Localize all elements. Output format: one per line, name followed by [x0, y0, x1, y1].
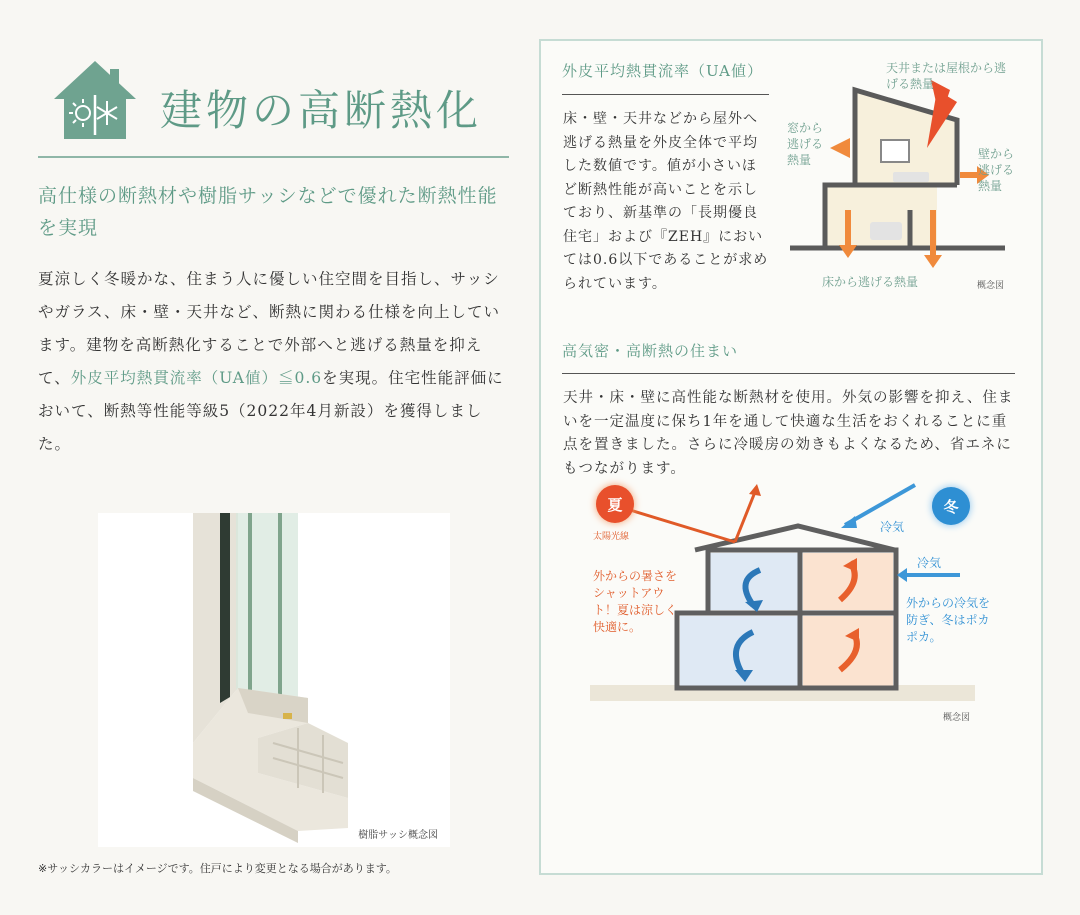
body-paragraph	[38, 263, 510, 461]
ua-divider	[562, 94, 769, 95]
page-title: 建物の高断熱化	[160, 86, 483, 135]
roof-label: 天井または屋根から逃げる熱量	[886, 61, 1007, 91]
high-concept-label: 概念図	[943, 713, 971, 723]
floor-label: 床から逃げる熱量	[822, 275, 919, 289]
footnote: ※サッシカラーはイメージです。住戸により変更となる場合があります。	[38, 862, 397, 875]
ua-value-highlight: 外皮平均熱貫流率（UA値）≦0.6	[70, 369, 323, 387]
cold-air-label-1: 冷気	[880, 520, 905, 534]
title-divider	[38, 156, 509, 158]
sash-caption: 樹脂サッシ概念図	[358, 830, 438, 841]
summer-badge: 夏	[596, 485, 634, 523]
ua-heading: 外皮平均熱貫流率（UA値）	[562, 62, 764, 80]
window-label: 窓から逃げる熱量	[787, 121, 824, 167]
ua-concept-label: 概念図	[977, 281, 1005, 291]
wall-label: 壁から逃げる熱量	[978, 147, 1015, 193]
sunlight-label: 太陽光線	[593, 532, 630, 542]
ua-description: 床・壁・天井などから屋外へ逃げる熱量を外皮全体で平均した数値です。値が小さいほど断熱性能が高いことを示しており、新基準の「長期優良住宅」および『ZEH』においては0.6以下であることが求められています。	[563, 111, 769, 292]
body-text-part-1: 夏涼しく冬暖かな、住まう人に優しい住空間を目指し、サッシやガラス、床・壁・天井など、断熱に関わる仕様を向上しています。建物を高断熱化することで外部へと逃げる熱量を抑えて、	[38, 270, 501, 387]
winter-badge: 冬	[932, 487, 970, 525]
cold-air-label-2: 冷気	[917, 556, 942, 570]
high-description: 天井・床・壁に高性能な断熱材を使用。外気の影響を抑え、住まいを一定温度に保ち1年を通して快適な生活をおくれることに重点を置きました。さらに冷暖房の効きもよくなるため、省エネにもつながります。	[563, 390, 1014, 477]
subtitle: 高仕様の断熱材や樹脂サッシなどで優れた断熱性能を実現	[38, 185, 498, 239]
high-divider	[562, 373, 1015, 374]
house-snowflake-sun-icon	[52, 59, 138, 141]
high-heading: 高気密・高断熱の住まい	[562, 342, 739, 360]
sash-illustration	[98, 513, 450, 847]
body-text-part-2: を実現。住宅性能評価において、断熱等性能等級5（2022年4月新設）を獲得しました。	[38, 369, 504, 453]
winter-desc: 外からの冷気を防ぎ、冬はポカポカ。	[906, 596, 991, 644]
summer-desc: 外からの暑さをシャットアウト！夏は涼しく快適に。	[593, 569, 678, 634]
